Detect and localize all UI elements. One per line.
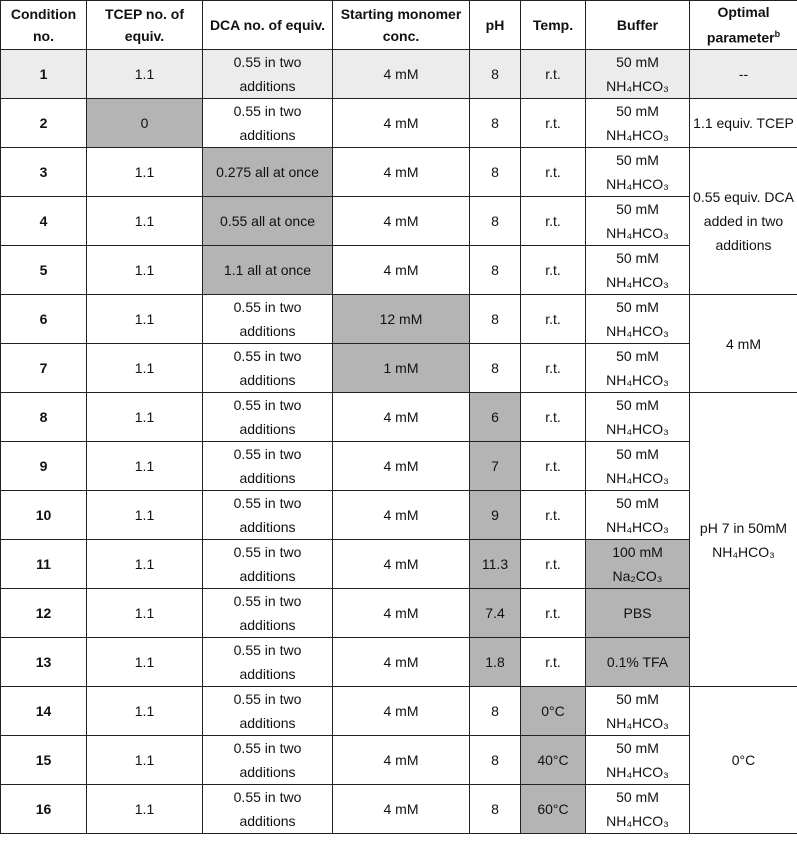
- dca-cell: 0.55 in two additions: [203, 344, 333, 393]
- ph-cell: 8: [470, 344, 521, 393]
- temp-cell: 60°C: [521, 785, 586, 834]
- temp-cell: r.t.: [521, 50, 586, 99]
- tcep-cell: 1.1: [87, 736, 203, 785]
- tcep-cell: 1.1: [87, 638, 203, 687]
- tcep-cell: 1.1: [87, 295, 203, 344]
- table-row: [1, 295, 797, 344]
- table-row: [1, 99, 797, 148]
- conc-cell: 4 mM: [333, 148, 470, 197]
- dca-cell: 1.1 all at once: [203, 246, 333, 295]
- buffer-cell: 50 mM NH₄HCO₃: [586, 442, 690, 491]
- tcep-cell: 1.1: [87, 442, 203, 491]
- tcep-cell: 1.1: [87, 491, 203, 540]
- dca-cell: 0.55 in two additions: [203, 638, 333, 687]
- temp-cell: r.t.: [521, 295, 586, 344]
- table-row: [1, 442, 797, 491]
- condition-cell: 5: [1, 246, 87, 295]
- condition-cell: 8: [1, 393, 87, 442]
- dca-cell: 0.55 in two additions: [203, 442, 333, 491]
- ph-cell: 9: [470, 491, 521, 540]
- buffer-cell: 50 mM NH₄HCO₃: [586, 197, 690, 246]
- optimal-cell: 0°C: [690, 687, 797, 834]
- conc-cell: 4 mM: [333, 736, 470, 785]
- condition-cell: 13: [1, 638, 87, 687]
- ph-cell: 6: [470, 393, 521, 442]
- header-buffer: Buffer: [586, 1, 690, 50]
- temp-cell: r.t.: [521, 442, 586, 491]
- header-row: [1, 1, 797, 50]
- table-row: [1, 589, 797, 638]
- tcep-cell: 1.1: [87, 197, 203, 246]
- ph-cell: 8: [470, 50, 521, 99]
- temp-cell: r.t.: [521, 491, 586, 540]
- tcep-cell: 1.1: [87, 246, 203, 295]
- ph-cell: 8: [470, 736, 521, 785]
- footnote-marker: b: [774, 29, 781, 40]
- buffer-cell: 100 mM Na₂CO₃: [586, 540, 690, 589]
- temp-cell: r.t.: [521, 589, 586, 638]
- dca-cell: 0.55 in two additions: [203, 99, 333, 148]
- conc-cell: 4 mM: [333, 491, 470, 540]
- dca-cell: 0.55 in two additions: [203, 50, 333, 99]
- condition-cell: 15: [1, 736, 87, 785]
- table-row: [1, 246, 797, 295]
- ph-cell: 8: [470, 197, 521, 246]
- tcep-cell: 1.1: [87, 589, 203, 638]
- buffer-cell: 50 mM NH₄HCO₃: [586, 687, 690, 736]
- tcep-cell: 1.1: [87, 344, 203, 393]
- table-row: [1, 638, 797, 687]
- tcep-cell: 1.1: [87, 540, 203, 589]
- tcep-cell: 1.1: [87, 393, 203, 442]
- ph-cell: 11.3: [470, 540, 521, 589]
- condition-cell: 16: [1, 785, 87, 834]
- dca-cell: 0.55 in two additions: [203, 785, 333, 834]
- header-dca: DCA no. of equiv.: [203, 1, 333, 50]
- buffer-cell: 50 mM NH₄HCO₃: [586, 148, 690, 197]
- header-ph: pH: [470, 1, 521, 50]
- dca-cell: 0.55 in two additions: [203, 393, 333, 442]
- temp-cell: r.t.: [521, 148, 586, 197]
- ph-cell: 8: [470, 246, 521, 295]
- conc-cell: 4 mM: [333, 99, 470, 148]
- optimal-cell: 1.1 equiv. TCEP: [690, 99, 797, 148]
- tcep-cell: 0: [87, 99, 203, 148]
- buffer-cell: 50 mM NH₄HCO₃: [586, 785, 690, 834]
- condition-cell: 2: [1, 99, 87, 148]
- dca-cell: 0.275 all at once: [203, 148, 333, 197]
- table-row: [1, 50, 797, 99]
- table-row: [1, 736, 797, 785]
- buffer-cell: 50 mM NH₄HCO₃: [586, 99, 690, 148]
- ph-cell: 8: [470, 295, 521, 344]
- optimal-cell: 4 mM: [690, 295, 797, 393]
- dca-cell: 0.55 in two additions: [203, 687, 333, 736]
- condition-cell: 11: [1, 540, 87, 589]
- header-tcep: TCEP no. of equiv.: [87, 1, 203, 50]
- conc-cell: 1 mM: [333, 344, 470, 393]
- conc-cell: 4 mM: [333, 687, 470, 736]
- table-row: [1, 491, 797, 540]
- tcep-cell: 1.1: [87, 785, 203, 834]
- ph-cell: 8: [470, 99, 521, 148]
- temp-cell: r.t.: [521, 638, 586, 687]
- dca-cell: 0.55 in two additions: [203, 491, 333, 540]
- table-row: [1, 540, 797, 589]
- tcep-cell: 1.1: [87, 50, 203, 99]
- ph-cell: 8: [470, 148, 521, 197]
- tcep-cell: 1.1: [87, 687, 203, 736]
- conc-cell: 4 mM: [333, 589, 470, 638]
- optimal-cell: pH 7 in 50mM NH₄HCO₃: [690, 393, 797, 687]
- ph-cell: 7: [470, 442, 521, 491]
- condition-cell: 1: [1, 50, 87, 99]
- conc-cell: 12 mM: [333, 295, 470, 344]
- table-row: [1, 197, 797, 246]
- conc-cell: 4 mM: [333, 50, 470, 99]
- header-temp: Temp.: [521, 1, 586, 50]
- conc-cell: 4 mM: [333, 540, 470, 589]
- ph-cell: 7.4: [470, 589, 521, 638]
- condition-cell: 3: [1, 148, 87, 197]
- temp-cell: r.t.: [521, 246, 586, 295]
- table-row: [1, 393, 797, 442]
- temp-cell: r.t.: [521, 393, 586, 442]
- conc-cell: 4 mM: [333, 197, 470, 246]
- ph-cell: 1.8: [470, 638, 521, 687]
- condition-cell: 10: [1, 491, 87, 540]
- temp-cell: r.t.: [521, 540, 586, 589]
- table-row: [1, 148, 797, 197]
- conc-cell: 4 mM: [333, 442, 470, 491]
- condition-cell: 7: [1, 344, 87, 393]
- conc-cell: 4 mM: [333, 638, 470, 687]
- buffer-cell: 50 mM NH₄HCO₃: [586, 295, 690, 344]
- buffer-cell: 50 mM NH₄HCO₃: [586, 491, 690, 540]
- condition-cell: 6: [1, 295, 87, 344]
- table-row: [1, 687, 797, 736]
- conc-cell: 4 mM: [333, 393, 470, 442]
- header-optimal-label: Optimal parameter: [706, 4, 775, 46]
- table-row: [1, 785, 797, 834]
- buffer-cell: 50 mM NH₄HCO₃: [586, 736, 690, 785]
- condition-cell: 9: [1, 442, 87, 491]
- buffer-cell: 50 mM NH₄HCO₃: [586, 393, 690, 442]
- dca-cell: 0.55 in two additions: [203, 295, 333, 344]
- condition-cell: 12: [1, 589, 87, 638]
- table-row: [1, 344, 797, 393]
- dca-cell: 0.55 in two additions: [203, 589, 333, 638]
- temp-cell: r.t.: [521, 197, 586, 246]
- header-monomer: Starting monomer conc.: [333, 1, 470, 50]
- temp-cell: 40°C: [521, 736, 586, 785]
- ph-cell: 8: [470, 785, 521, 834]
- temp-cell: 0°C: [521, 687, 586, 736]
- dca-cell: 0.55 in two additions: [203, 736, 333, 785]
- header-optimal: [690, 1, 797, 50]
- condition-cell: 4: [1, 197, 87, 246]
- conc-cell: 4 mM: [333, 246, 470, 295]
- header-condition: Condition no.: [1, 1, 87, 50]
- condition-cell: 14: [1, 687, 87, 736]
- conc-cell: 4 mM: [333, 785, 470, 834]
- buffer-cell: PBS: [586, 589, 690, 638]
- tcep-cell: 1.1: [87, 148, 203, 197]
- optimal-cell: 0.55 equiv. DCA added in two additions: [690, 148, 797, 295]
- temp-cell: r.t.: [521, 99, 586, 148]
- optimal-cell: --: [690, 50, 797, 99]
- buffer-cell: 0.1% TFA: [586, 638, 690, 687]
- buffer-cell: 50 mM NH₄HCO₃: [586, 344, 690, 393]
- dca-cell: 0.55 all at once: [203, 197, 333, 246]
- buffer-cell: 50 mM NH₄HCO₃: [586, 50, 690, 99]
- dca-cell: 0.55 in two additions: [203, 540, 333, 589]
- buffer-cell: 50 mM NH₄HCO₃: [586, 246, 690, 295]
- ph-cell: 8: [470, 687, 521, 736]
- temp-cell: r.t.: [521, 344, 586, 393]
